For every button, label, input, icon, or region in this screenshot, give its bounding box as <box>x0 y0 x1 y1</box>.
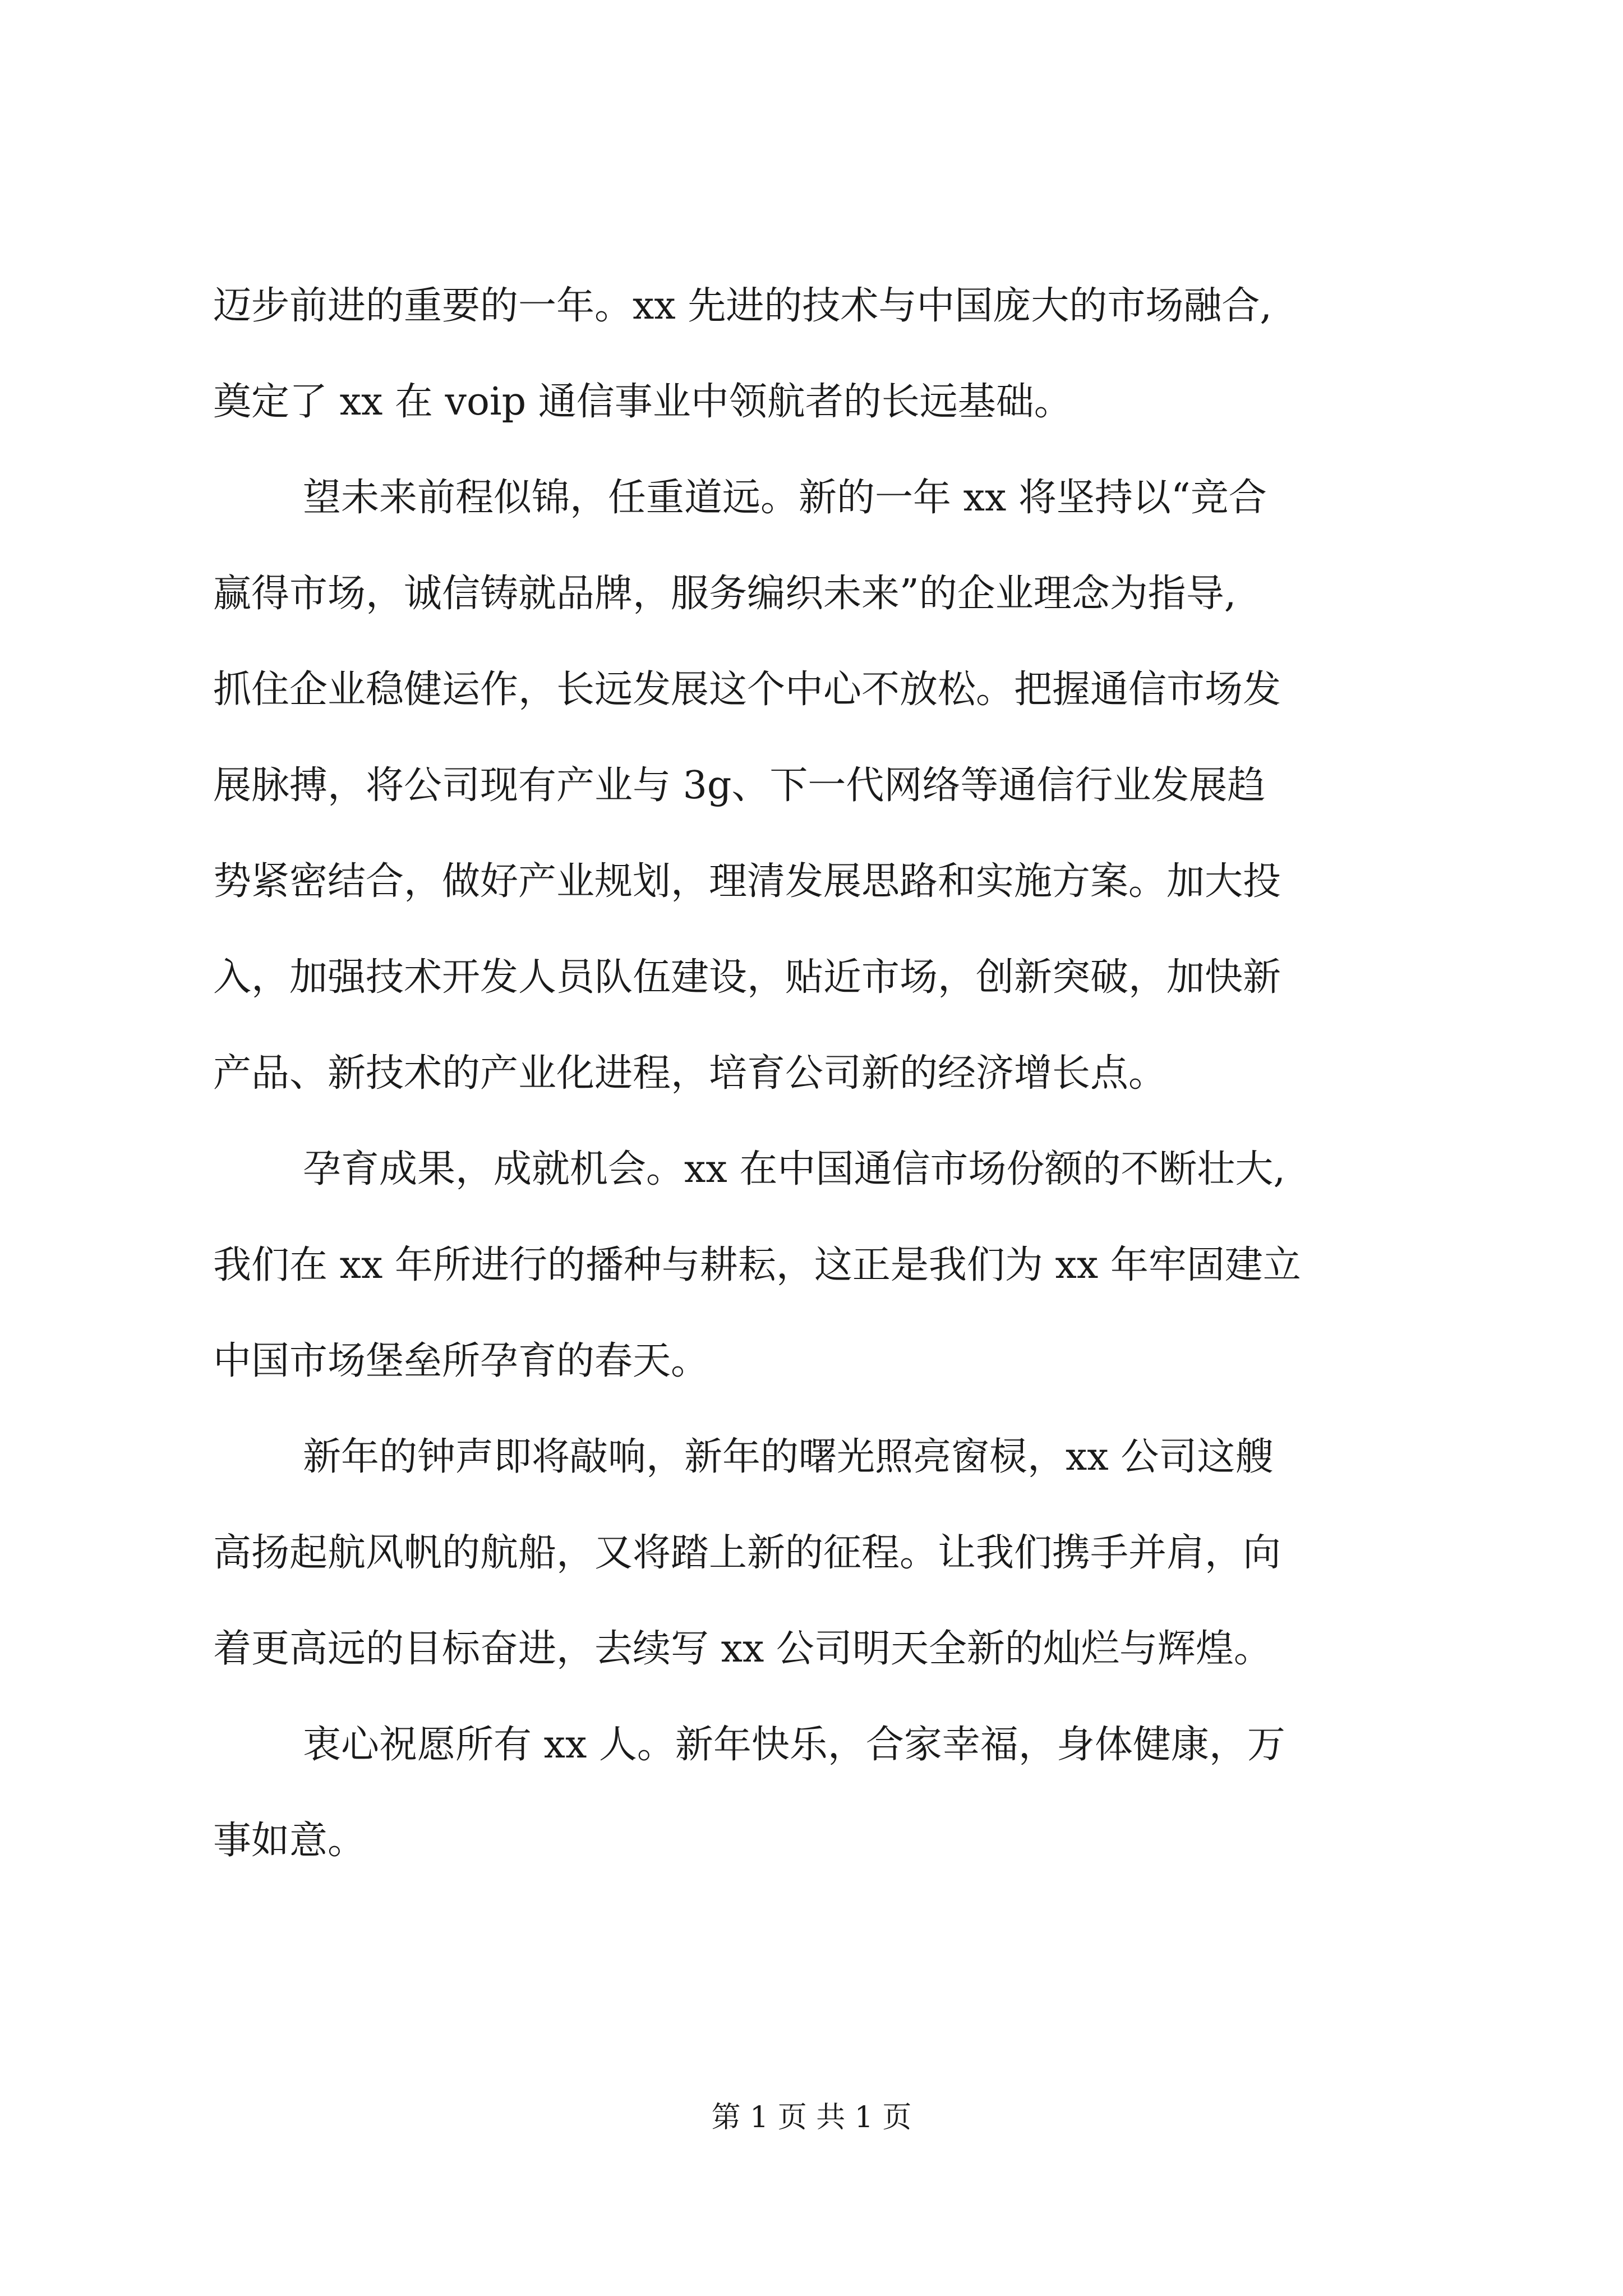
document-body <box>213 258 1413 1889</box>
body-line: 事如意。 <box>213 1819 366 1863</box>
body-line: 抓住企业稳健运作，长远发展这个中心不放松。把握通信市场发 <box>213 668 1281 712</box>
body-line: 新年的钟声即将敲响，新年的曙光照亮窗棂，xx 公司这艘 <box>303 1435 1274 1479</box>
body-line: 着更高远的目标奋进，去续写 xx 公司明天全新的灿烂与辉煌。 <box>213 1627 1272 1671</box>
body-line: 奠定了 xx 在 voip 通信事业中领航者的长远基础。 <box>213 380 1072 424</box>
body-line: 望未来前程似锦，任重道远。新的一年 xx 将坚持以“竞合 <box>303 476 1267 520</box>
body-line: 高扬起航风帆的航船，又将踏上新的征程。让我们携手并肩，向 <box>213 1531 1281 1575</box>
body-line: 赢得市场，诚信铸就品牌，服务编织未来”的企业理念为指导, <box>213 572 1237 616</box>
body-line: 展脉搏，将公司现有产业与 3g、下一代网络等通信行业发展趋 <box>213 763 1266 808</box>
body-line: 入，加强技术开发人员队伍建设，贴近市场，创新突破，加快新 <box>213 955 1281 1000</box>
body-line: 迈步前进的重要的一年。xx 先进的技术与中国庞大的市场融合, <box>213 284 1272 328</box>
body-line: 孕育成果，成就机会。xx 在中国通信市场份额的不断壮大, <box>303 1147 1285 1191</box>
body-line: 衷心祝愿所有 xx 人。新年快乐，合家幸福，身体健康，万 <box>303 1723 1285 1767</box>
body-line: 中国市场堡垒所孕育的春天。 <box>213 1339 709 1383</box>
body-line: 产品、新技术的产业化进程，培育公司新的经济增长点。 <box>213 1051 1167 1096</box>
body-line: 势紧密结合，做好产业规划，理清发展思路和实施方案。加大投 <box>213 859 1281 904</box>
page-footer: 第 1 页 共 1 页 <box>711 2101 912 2134</box>
body-line: 我们在 xx 年所进行的播种与耕耘，这正是我们为 xx 年牢固建立 <box>213 1243 1301 1287</box>
